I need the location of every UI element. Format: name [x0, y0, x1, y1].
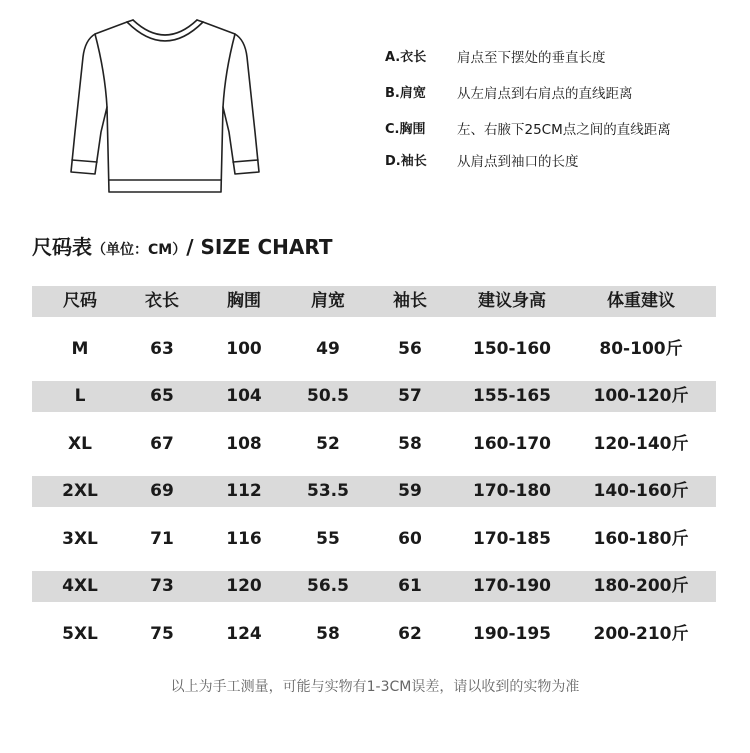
definition-text: 肩点至下摆处的垂直长度	[457, 50, 606, 66]
table-cell: 69	[150, 481, 174, 501]
definition-text: 从肩点到袖口的长度	[457, 154, 579, 170]
table-cell: 104	[226, 386, 262, 406]
table-cell: L	[74, 386, 86, 406]
table-cell: 62	[398, 623, 422, 644]
table-header-cell: 衣长	[145, 291, 179, 311]
size-table	[32, 286, 716, 666]
table-cell: 120-140斤	[593, 433, 689, 454]
table-cell: 60	[398, 528, 422, 549]
title-main: 尺码表	[32, 235, 92, 259]
table-cell: 200-210斤	[593, 623, 689, 644]
table-cell: 53.5	[307, 481, 349, 501]
title-unit: （单位：CM）	[92, 242, 187, 258]
table-cell: 160-180斤	[593, 528, 689, 549]
table-cell: 61	[398, 576, 422, 596]
table-row	[32, 619, 716, 650]
table-cell: 160-170	[472, 433, 552, 454]
table-cell: 3XL	[62, 528, 98, 549]
sweater-illustration	[65, 12, 265, 202]
table-header-cell: 肩宽	[311, 291, 345, 311]
table-cell: 56.5	[307, 576, 349, 596]
title-english: / SIZE CHART	[186, 235, 333, 259]
table-row	[32, 429, 716, 460]
table-cell: 59	[398, 481, 422, 501]
table-header-cell: 建议身高	[478, 291, 546, 311]
table-cell: 150-160	[472, 338, 552, 359]
table-cell: 120	[226, 576, 262, 596]
table-cell: 63	[150, 338, 174, 359]
table-cell: 65	[150, 386, 174, 406]
table-header-row	[32, 286, 716, 317]
table-cell: 73	[150, 576, 174, 596]
table-cell: 155-165	[472, 386, 552, 406]
size-chart-title	[32, 232, 333, 262]
table-cell: 5XL	[62, 623, 98, 644]
table-cell: 100-120斤	[593, 386, 689, 406]
table-cell: 50.5	[307, 386, 349, 406]
table-header-cell: 体重建议	[607, 291, 675, 311]
table-header-cell: 袖长	[393, 291, 427, 311]
table-row	[32, 524, 716, 555]
table-cell: 75	[150, 623, 174, 644]
table-cell: 116	[226, 528, 262, 549]
table-cell: 170-190	[472, 576, 552, 596]
table-cell: 170-185	[472, 528, 552, 549]
definition-key: C.胸围	[385, 122, 426, 137]
table-cell: XL	[68, 433, 92, 454]
definition-key: B.肩宽	[385, 86, 426, 101]
table-header-cell: 胸围	[227, 291, 261, 311]
table-cell: 190-195	[472, 623, 552, 644]
definition-text: 从左肩点到右肩点的直线距离	[457, 86, 633, 102]
table-cell: 108	[226, 433, 262, 454]
table-cell: 180-200斤	[593, 576, 689, 596]
table-cell: 55	[316, 528, 340, 549]
measurement-note: 以上为手工测量，可能与实物有1-3CM误差，请以收到的实物为准	[170, 679, 580, 695]
definition-key: A.衣长	[385, 50, 427, 65]
table-cell: 4XL	[62, 576, 98, 596]
table-cell: 52	[316, 433, 340, 454]
definition-text: 左、右腋下25CM点之间的直线距离	[457, 122, 671, 138]
table-cell: 71	[150, 528, 174, 549]
table-cell: 56	[398, 338, 422, 359]
table-cell: 67	[150, 433, 174, 454]
table-cell: 49	[316, 338, 340, 359]
table-cell: 80-100斤	[599, 338, 683, 359]
table-cell: 2XL	[62, 481, 98, 501]
table-row	[32, 476, 716, 507]
table-cell: 100	[226, 338, 262, 359]
table-cell: 58	[398, 433, 422, 454]
table-row	[32, 381, 716, 412]
table-cell: 57	[398, 386, 422, 406]
table-cell: 124	[226, 623, 262, 644]
table-cell: 112	[226, 481, 262, 501]
table-cell: 140-160斤	[593, 481, 689, 501]
table-cell: 58	[316, 623, 340, 644]
table-row	[32, 334, 716, 365]
table-cell: M	[71, 338, 89, 359]
table-header-cell: 尺码	[63, 291, 97, 311]
table-cell: 170-180	[472, 481, 552, 501]
table-row	[32, 571, 716, 602]
definition-key: D.袖长	[385, 154, 427, 169]
